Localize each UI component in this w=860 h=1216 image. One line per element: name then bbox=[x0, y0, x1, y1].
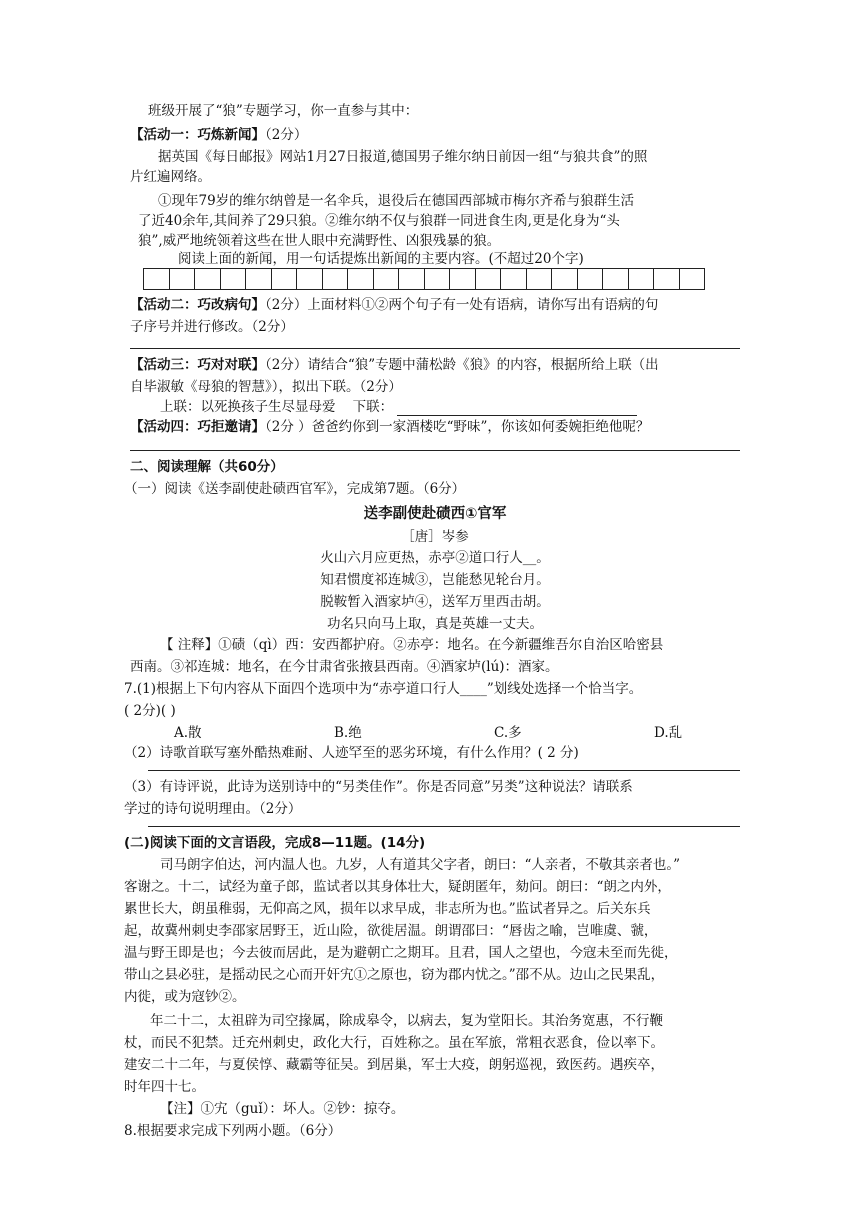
section2-title: 二、阅读理解（共60分） bbox=[130, 459, 284, 475]
option-a[interactable]: A.散 bbox=[174, 725, 202, 741]
answer-cell[interactable] bbox=[475, 268, 502, 290]
answer-cell[interactable] bbox=[551, 268, 578, 290]
option-d[interactable]: D.乱 bbox=[654, 725, 683, 741]
activity2-title: 【活动二：巧改病句】 bbox=[130, 297, 265, 313]
activity3-line-b: 自毕淑敏《母狼的智慧》），拟出下联。（2分） bbox=[130, 379, 402, 395]
poem-title: 送李副使赴碛西①官军 bbox=[363, 506, 507, 522]
answer-line[interactable] bbox=[148, 826, 740, 827]
section2-sub1: （一）阅读《送李副使赴碛西官军》，完成第7题。（6分） bbox=[124, 481, 466, 497]
answer-line[interactable] bbox=[130, 450, 740, 451]
classical-note: 【注】①宄（guǐ）：坏人。②钞：掠夺。 bbox=[160, 1101, 405, 1117]
section3-title: (二)阅读下面的文言语段，完成8—11题。(14分) bbox=[124, 835, 426, 851]
answer-line[interactable] bbox=[148, 770, 740, 771]
classical-text-line: 内徙，或为寇钞②。 bbox=[124, 989, 246, 1005]
answer-cell[interactable] bbox=[322, 268, 349, 290]
classical-text-line: 建安二十二年，与夏侯惇、藏霸等征吴。到居巢，军士大疫，朗躬巡视，致医药。遇疾卒， bbox=[124, 1057, 664, 1073]
classical-text-line: 杖，而民不犯禁。迁充州刺史，政化大行，百姓称之。虽在军旅，常粗衣恶食，俭以率下。 bbox=[124, 1035, 664, 1051]
activity3-line-a bbox=[130, 356, 659, 374]
answer-cell[interactable] bbox=[679, 268, 706, 290]
activity2-line-a bbox=[130, 296, 658, 314]
news-paragraph-1a: 据英国《每日邮报》网站1月27日报道,德国男子维尔纳日前因一组“与狼共食”的照 bbox=[158, 149, 648, 165]
answer-cell[interactable] bbox=[628, 268, 655, 290]
answer-cell[interactable] bbox=[245, 268, 272, 290]
answer-cell[interactable] bbox=[449, 268, 476, 290]
activity2-line-b: 子序号并进行修改。（2分） bbox=[130, 319, 294, 335]
couplet-down-label: 下联： bbox=[352, 399, 394, 415]
news-paragraph-2c: 狼”,威严地统领着这些在世人眼中充满野性、凶狠残暴的狼。 bbox=[138, 233, 501, 249]
poem-author: ［唐］岑参 bbox=[401, 529, 469, 545]
poem-line: 功名只向马上取，真是英雄一丈夫。 bbox=[327, 616, 543, 632]
activity4-line bbox=[130, 418, 649, 436]
intro-text: 班级开展了“狼”专题学习，你一直参与其中： bbox=[148, 103, 419, 119]
news-paragraph-1b: 片红遍网络。 bbox=[130, 169, 211, 185]
news-paragraph-2a: ①现年79岁的维尔纳曾是一名伞兵，退役后在德国西部城市梅尔齐希与狼群生活 bbox=[158, 193, 635, 209]
poem-note-a: 【 注释】①碛（qì）西：安西都护府。②赤亭：地名。在今新疆维吾尔自治区哈密县 bbox=[160, 637, 664, 653]
poem-note-b: 西南。③祁连城：地名，在今甘肃省张掖县西南。④酒家垆(lú)：酒家。 bbox=[130, 659, 559, 675]
answer-cell[interactable] bbox=[194, 268, 221, 290]
answer-cell[interactable] bbox=[220, 268, 247, 290]
answer-cell[interactable] bbox=[373, 268, 400, 290]
activity3-text: （2分）请结合“狼”专题中蒲松龄《狼》的内容，根据所给上联（出 bbox=[265, 357, 659, 373]
answer-line[interactable] bbox=[130, 348, 740, 349]
q7-3-a: （3）有诗评说，此诗为送别诗中的“另类佳作”。你是否同意”另类”这种说法？请联系 bbox=[124, 779, 633, 795]
poem-line: 脱鞍暂入酒家垆④，送军万里西击胡。 bbox=[320, 594, 550, 610]
answer-cell[interactable] bbox=[169, 268, 196, 290]
answer-grid[interactable] bbox=[144, 268, 705, 290]
answer-cell[interactable] bbox=[577, 268, 604, 290]
activity3-title: 【活动三：巧对对联】 bbox=[130, 357, 265, 373]
answer-cell[interactable] bbox=[398, 268, 425, 290]
classical-text-line: 带山之县必驻，是摇动民之心而开奸宄①之原也，窃为郡内忧之。”邵不从。边山之民果乱， bbox=[124, 967, 665, 983]
activity4-title: 【活动四：巧拒邀请】 bbox=[130, 419, 265, 435]
news-paragraph-2b: 了近40余年,其间养了29只狼。②维尔纳不仅与狼群一同进食生肉,更是化身为“头 bbox=[138, 213, 620, 229]
q7-1-a: 7.(1)根据上下句内容从下面四个选项中为“赤亭道口行人____”划线处选择一个恰当字。 bbox=[124, 681, 643, 697]
q7-1-b: ( 2分)( ) bbox=[124, 703, 176, 719]
answer-cell[interactable] bbox=[296, 268, 323, 290]
q7-3-b: 学过的诗句说明理由。（2分） bbox=[124, 801, 302, 817]
answer-cell[interactable] bbox=[500, 268, 527, 290]
answer-cell[interactable] bbox=[143, 268, 170, 290]
classical-text-line: 起，故冀州刺史李邵家居野王，近山险，欲徙居温。朗谓邵曰：“唇齿之喻，岂唯虞、虢， bbox=[124, 923, 658, 939]
activity1-title: 【活动一：巧炼新闻】 bbox=[130, 127, 265, 143]
classical-text-line: 年二十二，太祖辟为司空掾属，除成皋令，以病去，复为堂阳长。其治务宽惠，不行鞭 bbox=[150, 1013, 663, 1029]
classical-text-line: 司马朗字伯达，河内温人也。九岁，人有道其父字者，朗曰：“人亲者，不敬其亲者也。” bbox=[160, 857, 681, 873]
answer-cell[interactable] bbox=[526, 268, 553, 290]
answer-cell[interactable] bbox=[602, 268, 629, 290]
activity2-text: （2分）上面材料①②两个句子有一处有语病，请你写出有语病的句 bbox=[265, 297, 659, 313]
activity1-task: 阅读上面的新闻，用一句话提炼出新闻的主要内容。(不超过20个字) bbox=[178, 251, 584, 267]
poem-line: 知君惯度祁连城③，岂能愁见轮台月。 bbox=[320, 572, 550, 588]
poem-line: 火山六月应更热，赤亭②道口行人__。 bbox=[320, 550, 550, 566]
answer-cell[interactable] bbox=[271, 268, 298, 290]
classical-text-line: 温与野王即是也；今去彼而居此，是为避朝亡之期耳。且君，国人之望也，今寇未至而先徙， bbox=[124, 945, 678, 961]
classical-text-line: 客谢之。十二，试经为童子郎，监试者以其身体壮大，疑朗匿年，劾问。朗曰：“朗之内外， bbox=[124, 879, 671, 895]
couplet-answer-blank[interactable] bbox=[397, 415, 637, 416]
classical-text-line: 时年四十七。 bbox=[124, 1079, 205, 1095]
option-c[interactable]: C.多 bbox=[494, 725, 522, 741]
activity1-score: （2分） bbox=[265, 127, 308, 143]
couplet-line bbox=[160, 398, 637, 416]
activity1-heading bbox=[130, 126, 307, 144]
couplet-up: 上联：以死换孩子生尽显母爱 bbox=[160, 399, 336, 415]
option-b[interactable]: B.绝 bbox=[334, 725, 362, 741]
answer-cell[interactable] bbox=[424, 268, 451, 290]
answer-cell[interactable] bbox=[653, 268, 680, 290]
activity4-text: （2分 ）爸爸约你到一家酒楼吃“野味”，你该如何委婉拒绝他呢？ bbox=[265, 419, 650, 435]
classical-text-line: 累世长大，朗虽稚弱，无仰高之风，损年以求早成，非志所为也。”监试者异之。后关东兵 bbox=[124, 901, 651, 917]
answer-cell[interactable] bbox=[347, 268, 374, 290]
q7-2: （2）诗歌首联写塞外酷热难耐、人迹罕至的恶劣环境，有什么作用？( 2 分) bbox=[124, 745, 579, 761]
q8-heading: 8.根据要求完成下列两小题。（6分） bbox=[124, 1123, 342, 1139]
